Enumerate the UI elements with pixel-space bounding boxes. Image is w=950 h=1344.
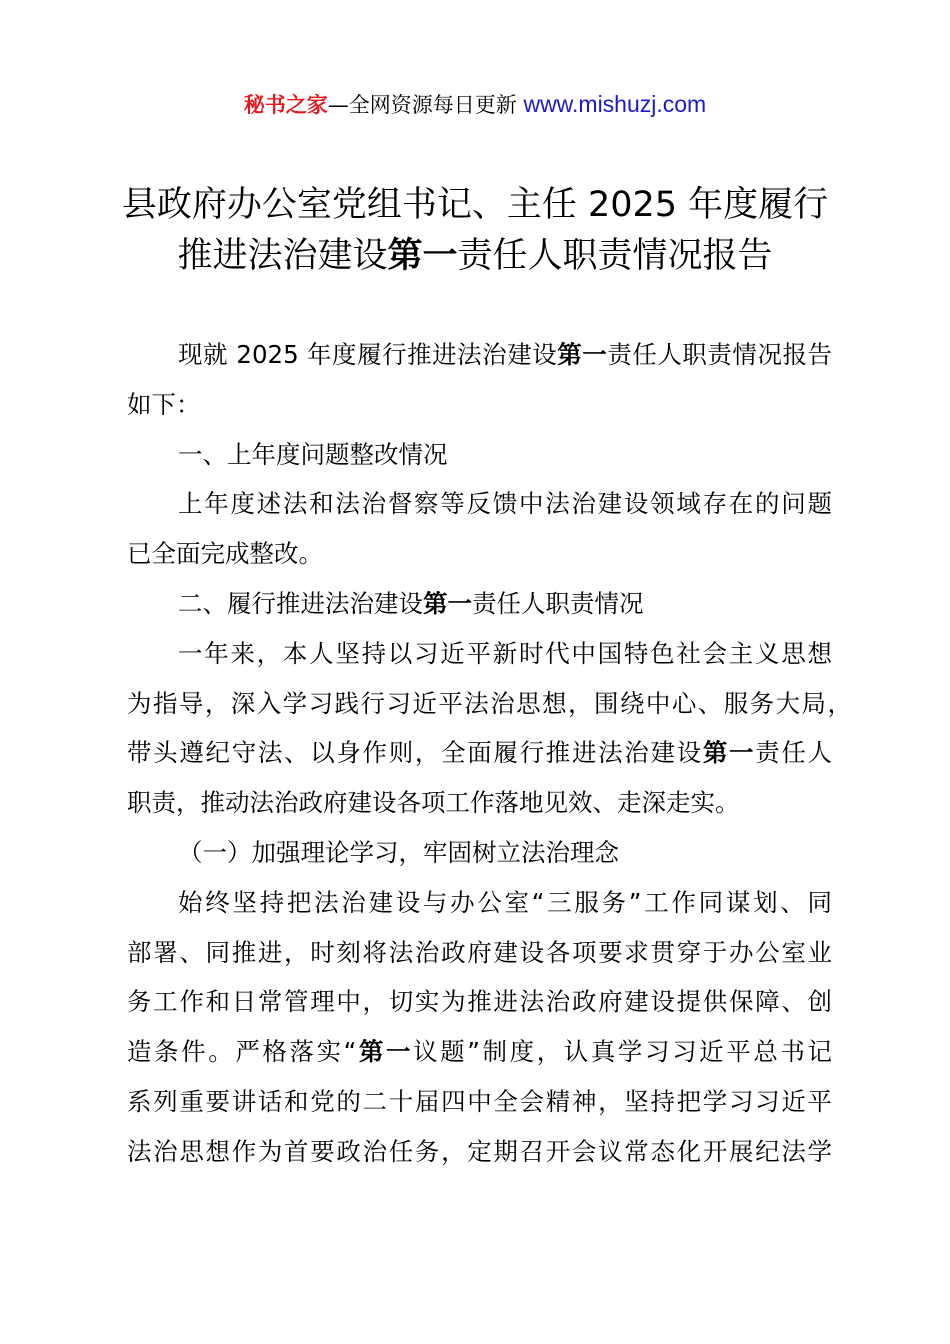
text-segment: 议题”制度，认真学习习近平总书记 bbox=[413, 1037, 832, 1067]
header-tagline: —全网资源每日更新 bbox=[327, 93, 524, 117]
text-segment: 法治思想作为首要政治任务，定期召开会议常态化开展纪法学 bbox=[127, 1136, 832, 1166]
text-segment: 已全面完成整改。 bbox=[127, 539, 323, 569]
paragraph-line bbox=[127, 1027, 832, 1077]
text-segment: 一年来，本人坚持以习近平新时代中国特色社会主义思想 bbox=[178, 638, 832, 668]
title-line bbox=[0, 180, 950, 230]
bold-text: 第一 bbox=[387, 236, 458, 276]
paragraph-line bbox=[127, 977, 832, 1027]
text-segment: （一）加强理论学习，牢固树立法治理念 bbox=[178, 838, 619, 867]
bold-text: 第一 bbox=[356, 1037, 414, 1067]
title-line bbox=[0, 231, 950, 281]
site-header bbox=[0, 88, 950, 121]
paragraph-line-indented bbox=[178, 430, 448, 480]
text-segment: 带头遵纪守法、以身作则，全面履行推进法治建设 bbox=[127, 738, 703, 768]
paragraph-line bbox=[127, 1077, 832, 1127]
text-segment: 责任人职责情况 bbox=[472, 589, 644, 618]
paragraph-line-indented bbox=[178, 479, 832, 529]
bold-text: 第一 bbox=[423, 589, 472, 618]
text-segment: 部署、同推进，时刻将法治政府建设各项要求贯穿于办公室业 bbox=[127, 937, 832, 967]
brand-name: 秘书之家 bbox=[243, 93, 328, 117]
text-segment: 上年度述法和法治督察等反馈中法治建设领域存在的问题 bbox=[178, 489, 832, 519]
paragraph-line bbox=[127, 529, 323, 579]
text-segment: 如下： bbox=[127, 389, 201, 419]
paragraph-line bbox=[127, 679, 852, 729]
text-segment: 责任人职责情况报告 bbox=[607, 340, 832, 369]
paragraph-line-indented bbox=[178, 878, 832, 928]
text-segment: 二、履行推进法治建设 bbox=[178, 589, 423, 618]
text-segment: 职责，推动法治政府建设各项工作落地见效、走深走实。 bbox=[127, 788, 740, 818]
text-segment: 一、上年度问题整改情况 bbox=[178, 439, 448, 469]
text-segment: 务工作和日常管理中，切实为推进法治政府建设提供保障、创 bbox=[127, 987, 832, 1017]
paragraph-line bbox=[127, 928, 832, 978]
text-segment: 推进法治建设 bbox=[177, 236, 388, 276]
text-segment: 责任人职责情况报告 bbox=[457, 236, 773, 276]
paragraph-line-indented bbox=[178, 330, 832, 380]
paragraph-line bbox=[127, 380, 201, 430]
bold-text: 第一 bbox=[557, 340, 608, 369]
text-segment: 系列重要讲话和党的二十届四中全会精神，坚持把学习习近平 bbox=[127, 1087, 832, 1116]
text-segment: 现就 2025 年度履行推进法治建设 bbox=[178, 340, 558, 369]
text-segment: 责任人 bbox=[755, 738, 832, 768]
site-url-link[interactable]: www.mishuzj.com bbox=[523, 91, 707, 117]
text-segment: 县政府办公室党组书记、主任 2025 年度履行 bbox=[121, 185, 829, 225]
paragraph-line bbox=[127, 728, 832, 778]
paragraph-line-indented bbox=[178, 828, 619, 878]
text-segment: 始终坚持把法治建设与办公室“三服务”工作同谋划、同 bbox=[178, 887, 832, 917]
text-segment: 造条件。严格落实“ bbox=[127, 1037, 357, 1067]
paragraph-line-indented bbox=[178, 579, 644, 629]
paragraph-line bbox=[127, 1127, 832, 1177]
bold-text: 第一 bbox=[702, 738, 756, 768]
paragraph-line bbox=[127, 778, 740, 828]
paragraph-line-indented bbox=[178, 629, 832, 679]
text-segment: 为指导，深入学习践行习近平法治思想，围绕中心、服务大局， bbox=[127, 688, 852, 718]
